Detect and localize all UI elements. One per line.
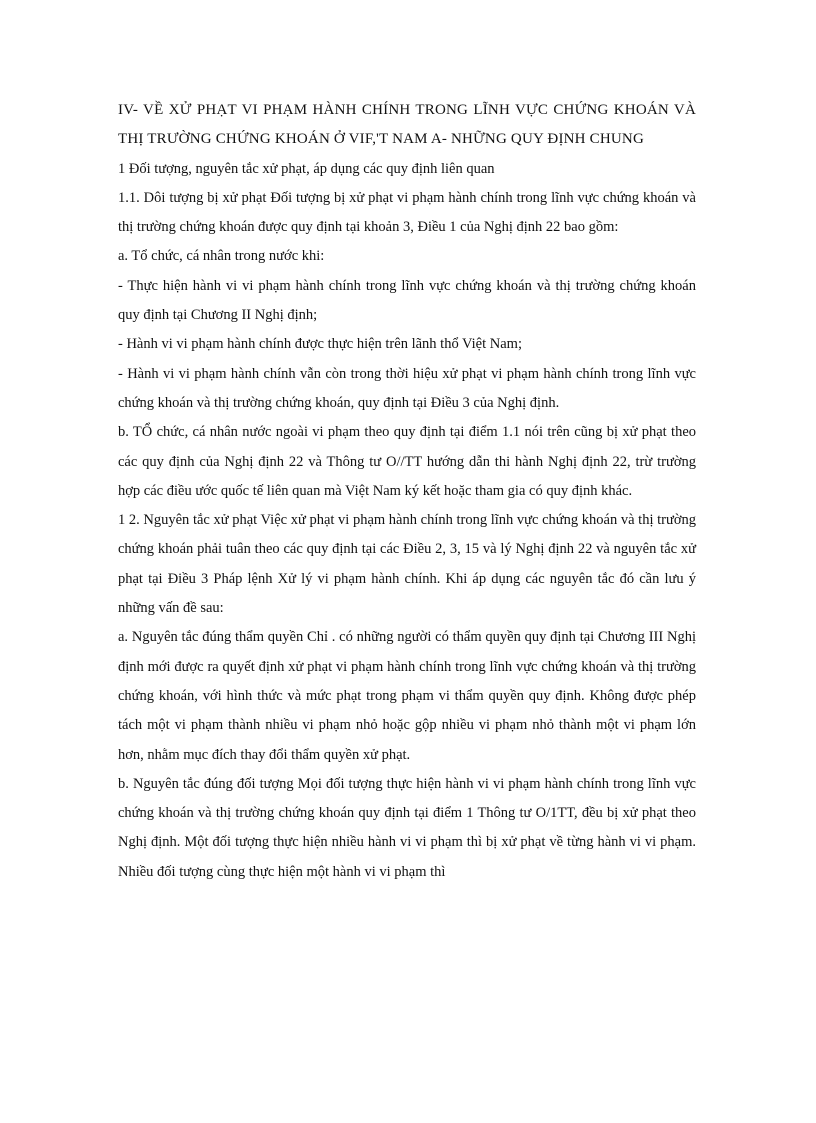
paragraph-heading-1: 1 Đối tượng, nguyên tắc xử phạt, áp dụng các quy định liên quan xyxy=(118,160,495,177)
paragraph-b-foreign: b. TỔ chức, cá nhân nước ngoài vi phạm theo quy định tại điểm 1.1 nói trên cũng bị xử phạt theo các quy định của Nghị định 22 và Thông tư O//TT hướng dẫn thi hành Nghị định 22, trừ trường hợp các điều ước quốc tế liên quan mà Việt Nam ký kết hoặc tham gia có quy định khác. xyxy=(118,424,696,499)
paragraph-a-authority: a. Nguyên tắc đúng thẩm quyền Chỉ . có những người có thẩm quyền quy định tại Chương III Nghị định mới được ra quyết định xử phạt vi phạm hành chính trong lĩnh vực chứng khoán và thị trường chứng khoán, với hình thức và mức phạt trong phạm vi thẩm quyền quy định. Không được phép tách một vi phạm thành nhiều vi phạm nhỏ hoặc gộp nhiều vi phạm nhỏ thành một vi phạm lớn hơn, nhằm mục đích thay đổi thẩm quyền xử phạt. xyxy=(118,629,696,763)
section-title: IV- VỀ XỬ PHẠT VI PHẠM HÀNH CHÍNH TRONG LĨNH VỰC CHỨNG KHOÁN VÀ THỊ TRƯỜNG CHỨNG KHOÁN Ở VIF,'T NAM A- NHỮNG QUY ĐỊNH CHUNG xyxy=(118,102,696,148)
paragraph-bullet-2: - Hành vi vi phạm hành chính được thực hiện trên lãnh thổ Việt Nam; xyxy=(118,336,522,353)
paragraph-bullet-3: - Hành vi vi phạm hành chính vẫn còn trong thời hiệu xử phạt vi phạm hành chính trong lĩnh vực chứng khoán và thị trường chứng khoán, quy định tại Điều 3 của Nghị định. xyxy=(118,365,696,411)
paragraph-1-2: 1 2. Nguyên tắc xử phạt Việc xử phạt vi phạm hành chính trong lĩnh vực chứng khoán và thị trường chứng khoán phải tuân theo các quy định tại các Điều 2, 3, 15 và lý Nghị định 22 và nguyên tắc xử phạt tại Điều 3 Pháp lệnh Xử lý vi phạm hành chính. Khi áp dụng các nguyên tắc đó cần lưu ý những vấn đề sau: xyxy=(118,512,696,617)
paragraph-1-1: 1.1. Dôi tượng bị xử phạt Đối tượng bị xử phạt vi phạm hành chính trong lĩnh vực chứng khoán và thị trường chứng khoán được quy định tại khoản 3, Điều 1 của Nghị định 22 bao gồm: xyxy=(118,189,696,236)
paragraph-a-domestic: a. Tổ chức, cá nhân trong nước khi: xyxy=(118,248,325,265)
paragraph-b-subject: b. Nguyên tắc đúng đối tượng Mọi đối tượng thực hiện hành vi vi phạm hành chính trong lĩnh vực chứng khoán và thị trường chứng khoán quy định tại điểm 1 Thông tư O/1TT, đều bị xử phạt theo Nghị định. Một đối tượng thực hiện nhiều hành vi vi phạm thì bị xử phạt về từng hành vi vi phạm. Nhiều đối tượng cùng thực hiện một hành vi vi phạm thì xyxy=(118,775,696,880)
document-page xyxy=(118,96,696,887)
paragraph-bullet-1: - Thực hiện hành vi vi phạm hành chính trong lĩnh vực chứng khoán và thị trường chứng khoán quy định tại Chương II Nghị định; xyxy=(118,277,696,324)
